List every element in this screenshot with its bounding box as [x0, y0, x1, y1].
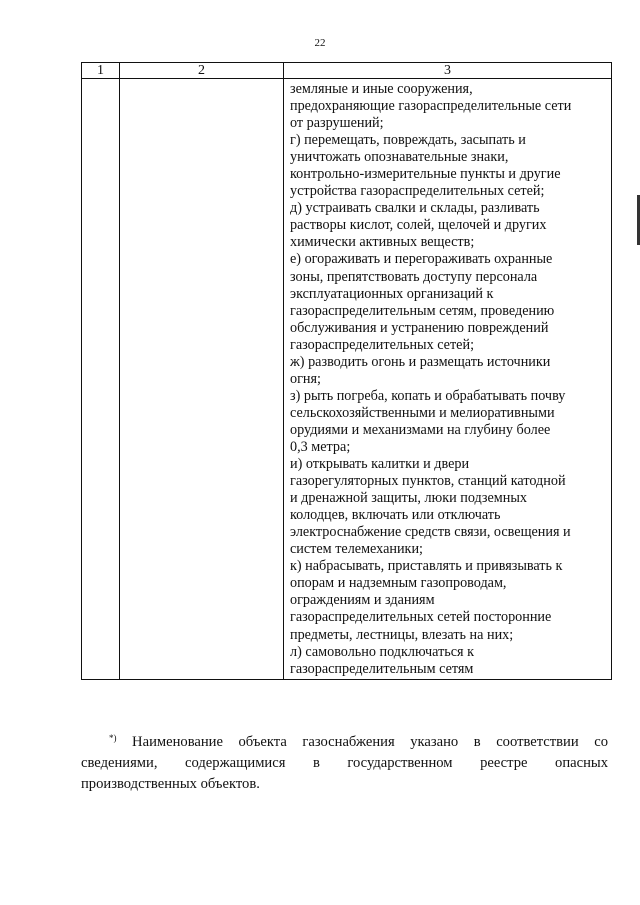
text-line: ограждениям и зданиям	[290, 592, 435, 609]
footnote-text-1: Наименование объекта газоснабжения указано в соответствии со	[132, 734, 608, 750]
text-line: зоны, препятствовать доступу персонала	[290, 268, 538, 285]
column-2-cell	[120, 79, 284, 680]
text-line: газораспределительным сетям, проведению	[290, 302, 555, 319]
text-line: газораспределительных сетей;	[290, 336, 475, 353]
text-line: огня;	[290, 370, 321, 387]
text-line: л) самовольно подключаться к	[290, 643, 475, 660]
text-line: электроснабжение средств связи, освещения и	[290, 524, 571, 541]
text-line: и) открывать калитки и двери	[290, 456, 470, 473]
footnote	[81, 728, 608, 795]
text-line: колодцев, включать или отключать	[290, 507, 501, 524]
page-number: 22	[314, 37, 326, 49]
requirements-table	[81, 62, 612, 680]
footnote-line-2: сведениями, содержащимися в государственном реестре опасных	[81, 755, 608, 771]
text-line: земляные и иные сооружения,	[290, 81, 473, 97]
text-line: з) рыть погреба, копать и обрабатывать почву	[290, 387, 566, 404]
text-line: ж) разводить огонь и размещать источники	[290, 353, 551, 370]
text-line: газораспределительных сетей посторонние	[290, 609, 552, 626]
column-1-cell	[82, 79, 120, 680]
text-line: предохраняющие газораспределительные сети	[290, 98, 572, 115]
text-line: контрольно-измерительные пункты и другие	[290, 166, 561, 183]
text-line: эксплуатационных организаций к	[290, 285, 494, 302]
column-header-3: 3	[284, 63, 612, 79]
table-header-row	[82, 63, 612, 79]
text-line: растворы кислот, солей, щелочей и других	[290, 217, 547, 234]
text-line: опорам и надземным газопроводам,	[290, 575, 507, 592]
text-line: предметы, лестницы, влезать на них;	[290, 626, 514, 643]
text-line: е) огораживать и перегораживать охранные	[290, 251, 553, 268]
text-line: обслуживания и устранению повреждений	[290, 319, 549, 336]
text-line: химически активных веществ;	[290, 234, 475, 251]
text-line: д) устраивать свалки и склады, разливать	[290, 200, 540, 217]
text-line: газораспределительным сетям	[290, 660, 474, 677]
text-line: к) набрасывать, приставлять и привязывать к	[290, 558, 563, 575]
text-line: газорегуляторных пунктов, станций катодной	[290, 473, 566, 490]
column-3-cell	[284, 79, 612, 680]
table-row	[82, 79, 612, 680]
footnote-line-3: производственных объектов.	[81, 776, 260, 792]
text-line: и дренажной защиты, люки подземных	[290, 490, 527, 507]
text-line: сельскохозяйственными и мелиоративными	[290, 404, 555, 421]
text-line: уничтожать опознавательные знаки,	[290, 149, 509, 166]
text-line: от разрушений;	[290, 115, 384, 132]
text-line: устройства газораспределительных сетей;	[290, 183, 545, 200]
column-header-1: 1	[82, 63, 120, 79]
text-line: г) перемещать, повреждать, засыпать и	[290, 132, 526, 149]
column-header-2: 2	[120, 63, 284, 79]
text-line: 0,3 метра;	[290, 438, 351, 455]
text-line: орудиями и механизмами на глубину более	[290, 421, 551, 438]
footnote-line-1	[81, 728, 608, 753]
text-line: систем телемеханики;	[290, 541, 423, 558]
footnote-marker: *)	[109, 733, 117, 743]
